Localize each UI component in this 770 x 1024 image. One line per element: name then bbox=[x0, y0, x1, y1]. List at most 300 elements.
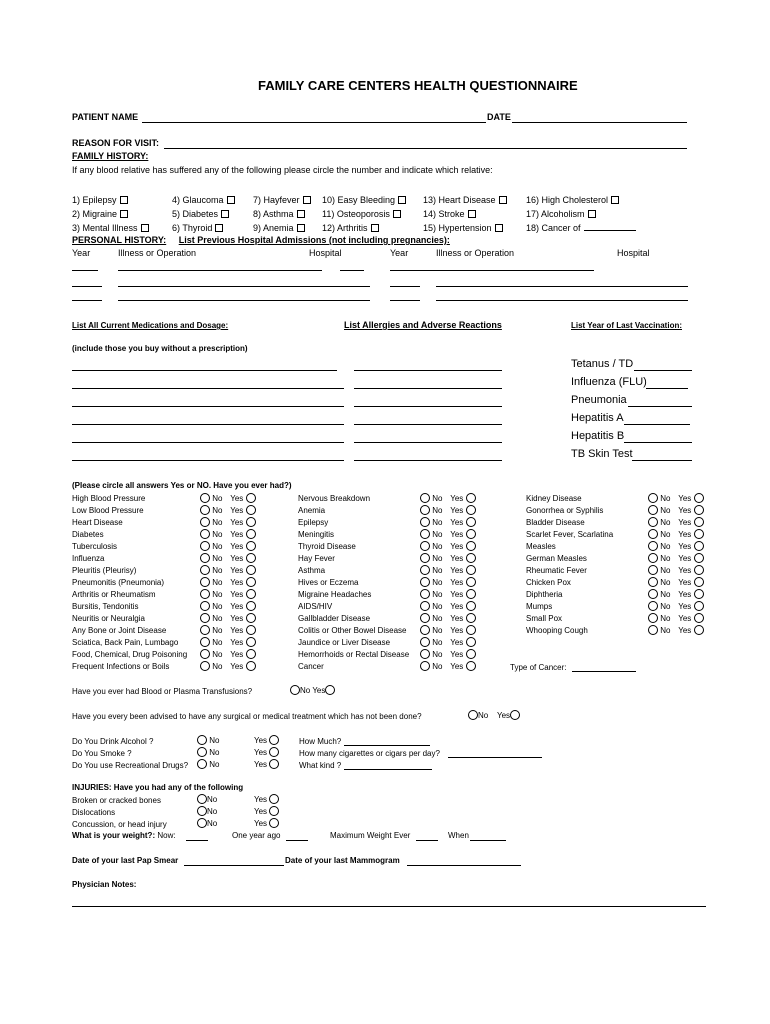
condition-label: Epilepsy bbox=[298, 518, 329, 527]
condition-label: Arthritis or Rheumatism bbox=[72, 590, 156, 599]
what-kind-field[interactable] bbox=[344, 769, 432, 770]
condition-label: Low Blood Pressure bbox=[72, 506, 144, 515]
weight-label: What is your weight?: bbox=[72, 831, 156, 840]
no-label: No bbox=[432, 662, 443, 671]
radio-yes[interactable] bbox=[269, 794, 279, 804]
condition-row bbox=[72, 601, 256, 613]
radio-no[interactable] bbox=[200, 637, 210, 647]
no-label: No bbox=[212, 650, 223, 659]
yes-label: Yes bbox=[678, 578, 692, 587]
admission-field[interactable] bbox=[72, 286, 102, 287]
yes-label: Yes bbox=[450, 578, 464, 587]
radio-no[interactable] bbox=[648, 613, 658, 623]
radio-yes[interactable] bbox=[694, 565, 704, 575]
injury-item: Broken or cracked bones bbox=[72, 796, 161, 805]
radio-no[interactable] bbox=[200, 577, 210, 587]
personal-history-subheading: List Previous Hospital Admissions (not including pregnancies): bbox=[178, 235, 450, 245]
yes-label: Yes bbox=[678, 518, 692, 527]
family-col-5 bbox=[423, 193, 507, 235]
radio-yes[interactable] bbox=[466, 541, 476, 551]
radio-yes[interactable] bbox=[466, 601, 476, 611]
radio-no[interactable] bbox=[648, 577, 658, 587]
weight-now-field[interactable] bbox=[186, 840, 208, 841]
radio-no[interactable] bbox=[648, 625, 658, 635]
checkbox[interactable] bbox=[371, 224, 379, 232]
yes-label: Yes bbox=[230, 530, 244, 539]
radio-no[interactable] bbox=[200, 661, 210, 671]
yes-label: Yes bbox=[678, 602, 692, 611]
weight-max-field[interactable] bbox=[416, 840, 438, 841]
radio-yes[interactable] bbox=[694, 541, 704, 551]
radio-yes[interactable] bbox=[694, 529, 704, 539]
medication-field[interactable] bbox=[72, 406, 344, 407]
radio-no[interactable] bbox=[420, 589, 430, 599]
radio-no[interactable] bbox=[200, 601, 210, 611]
personal-history-label: PERSONAL HISTORY: bbox=[72, 235, 167, 245]
radio-yes[interactable] bbox=[694, 577, 704, 587]
condition-row bbox=[298, 637, 476, 649]
radio-yes[interactable] bbox=[246, 589, 256, 599]
allergy-field[interactable] bbox=[354, 388, 502, 389]
radio-no[interactable] bbox=[200, 541, 210, 551]
physician-notes-label: Physician Notes: bbox=[72, 880, 137, 889]
physician-notes-field[interactable] bbox=[72, 906, 706, 907]
radio-yes[interactable] bbox=[466, 589, 476, 599]
checkbox[interactable] bbox=[468, 210, 476, 218]
condition-row bbox=[526, 553, 704, 565]
radio-yes[interactable] bbox=[694, 505, 704, 515]
personal-history-heading bbox=[72, 235, 450, 245]
no-label: No bbox=[432, 626, 443, 635]
radio-no[interactable] bbox=[420, 541, 430, 551]
yes-label: Yes bbox=[230, 494, 244, 503]
radio-yes[interactable] bbox=[246, 553, 256, 563]
injury-items bbox=[72, 795, 167, 831]
radio-no[interactable] bbox=[420, 565, 430, 575]
yes-label: Yes bbox=[450, 530, 464, 539]
radio-yes[interactable] bbox=[466, 565, 476, 575]
checkbox[interactable] bbox=[588, 210, 596, 218]
radio-yes[interactable] bbox=[246, 637, 256, 647]
admission-field[interactable] bbox=[390, 270, 594, 271]
condition-row bbox=[526, 625, 704, 637]
what-kind-label: What kind ? bbox=[299, 761, 342, 770]
condition-label: Neuritis or Neuralgia bbox=[72, 614, 145, 623]
no-label: No bbox=[212, 614, 223, 623]
radio-yes[interactable] bbox=[694, 601, 704, 611]
yes-label: Yes bbox=[450, 554, 464, 563]
radio-yes[interactable] bbox=[694, 553, 704, 563]
radio-yes[interactable] bbox=[269, 735, 279, 745]
radio-no[interactable] bbox=[197, 806, 207, 816]
radio-no[interactable] bbox=[420, 649, 430, 659]
radio-no[interactable] bbox=[420, 493, 430, 503]
habits-no-column bbox=[197, 735, 219, 771]
admission-field[interactable] bbox=[118, 300, 370, 301]
radio-yes[interactable] bbox=[269, 747, 279, 757]
family-item: 18) Cancer of bbox=[526, 223, 581, 233]
allergy-field[interactable] bbox=[354, 370, 502, 371]
radio-yes[interactable] bbox=[466, 637, 476, 647]
yes-label: Yes bbox=[450, 518, 464, 527]
condition-label: Gonorrhea or Syphilis bbox=[526, 506, 604, 515]
radio-no[interactable] bbox=[420, 625, 430, 635]
medication-field[interactable] bbox=[72, 442, 344, 443]
radio-no[interactable] bbox=[420, 577, 430, 587]
cigarettes-field[interactable] bbox=[448, 757, 542, 758]
condition-row bbox=[72, 541, 256, 553]
advised-question: Have you every been advised to have any surgical or medical treatment which has not been done? bbox=[72, 712, 422, 721]
radio-yes[interactable] bbox=[246, 625, 256, 635]
vaccine-year-field[interactable] bbox=[634, 370, 692, 371]
condition-label: Cancer bbox=[298, 662, 324, 671]
family-item: 2) Migraine bbox=[72, 209, 118, 219]
no-label: No bbox=[212, 590, 223, 599]
yes-label: Yes bbox=[450, 626, 464, 635]
radio-no[interactable] bbox=[197, 759, 207, 769]
cigarettes-label: How many cigarettes or cigars per day? bbox=[299, 749, 440, 758]
radio-no[interactable] bbox=[648, 529, 658, 539]
vaccine-pneumonia bbox=[571, 394, 627, 406]
radio-yes[interactable] bbox=[694, 625, 704, 635]
radio-no[interactable] bbox=[197, 794, 207, 804]
admission-field[interactable] bbox=[72, 300, 102, 301]
vaccine-year-field[interactable] bbox=[632, 460, 692, 461]
condition-label: Anemia bbox=[298, 506, 326, 515]
radio-yes[interactable] bbox=[246, 493, 256, 503]
radio-yes[interactable] bbox=[694, 613, 704, 623]
no-label: No bbox=[660, 614, 671, 623]
radio-no[interactable] bbox=[200, 493, 210, 503]
condition-row bbox=[72, 661, 256, 673]
checkbox[interactable] bbox=[221, 210, 229, 218]
weight-when-field[interactable] bbox=[470, 840, 506, 841]
radio-no[interactable] bbox=[197, 747, 207, 757]
date-label: DATE bbox=[487, 112, 511, 122]
radio-yes[interactable] bbox=[246, 649, 256, 659]
medication-field[interactable] bbox=[72, 460, 344, 461]
condition-row bbox=[526, 493, 704, 505]
vaccine-year-field[interactable] bbox=[624, 424, 690, 425]
radio-yes[interactable] bbox=[246, 541, 256, 551]
admission-field[interactable] bbox=[390, 286, 420, 287]
smoke-question: Do You Smoke ? bbox=[72, 749, 132, 758]
condition-row bbox=[526, 577, 704, 589]
col-header-hospital-2: Hospital bbox=[617, 248, 650, 258]
condition-row bbox=[72, 577, 256, 589]
no-label: No bbox=[432, 578, 443, 587]
radio-no[interactable] bbox=[197, 818, 207, 828]
radio-no[interactable] bbox=[468, 710, 478, 720]
condition-label: Food, Chemical, Drug Poisoning bbox=[72, 650, 188, 659]
condition-label: Chicken Pox bbox=[526, 578, 571, 587]
no-label: No bbox=[660, 518, 671, 527]
admission-field[interactable] bbox=[118, 286, 370, 287]
condition-label: Mumps bbox=[526, 602, 553, 611]
checkbox[interactable] bbox=[215, 224, 223, 232]
cancer-of-field[interactable] bbox=[584, 222, 636, 231]
weight-when-label: When bbox=[448, 831, 469, 840]
patient-name-field[interactable] bbox=[142, 122, 486, 123]
checkbox[interactable] bbox=[227, 196, 235, 204]
vaccine-year-field[interactable] bbox=[646, 388, 688, 389]
radio-yes[interactable] bbox=[466, 517, 476, 527]
family-item: 7) Hayfever bbox=[253, 195, 300, 205]
allergies-heading: List Allergies and Adverse Reactions bbox=[344, 320, 502, 330]
condition-label: Sciatica, Back Pain, Lumbago bbox=[72, 638, 179, 647]
condition-row bbox=[72, 505, 256, 517]
yes-label: Yes bbox=[230, 638, 244, 647]
no-label: No bbox=[212, 542, 223, 551]
yes-label: Yes bbox=[254, 760, 268, 769]
family-item: 6) Thyroid bbox=[172, 223, 213, 233]
admission-field[interactable] bbox=[118, 270, 322, 271]
admission-field[interactable] bbox=[436, 286, 688, 287]
radio-no[interactable] bbox=[200, 625, 210, 635]
radio-no[interactable] bbox=[290, 685, 300, 695]
vaccine-label: Tetanus / TD bbox=[571, 358, 634, 370]
radio-yes[interactable] bbox=[246, 517, 256, 527]
radio-yes[interactable] bbox=[466, 577, 476, 587]
radio-no[interactable] bbox=[648, 553, 658, 563]
radio-no[interactable] bbox=[648, 565, 658, 575]
pap-smear-field[interactable] bbox=[184, 865, 284, 866]
radio-yes[interactable] bbox=[466, 493, 476, 503]
yes-label: Yes bbox=[450, 614, 464, 623]
radio-yes[interactable] bbox=[246, 661, 256, 671]
injury-item: Dislocations bbox=[72, 808, 116, 817]
condition-row bbox=[298, 613, 476, 625]
radio-yes[interactable] bbox=[510, 710, 520, 720]
radio-yes[interactable] bbox=[466, 625, 476, 635]
vaccine-influenza bbox=[571, 376, 647, 388]
radio-yes[interactable] bbox=[694, 493, 704, 503]
date-field[interactable] bbox=[512, 122, 687, 123]
checkbox[interactable] bbox=[303, 196, 311, 204]
medication-field[interactable] bbox=[72, 388, 344, 389]
conditions-col-1 bbox=[72, 493, 256, 673]
allergy-field[interactable] bbox=[354, 406, 502, 407]
how-much-field[interactable] bbox=[344, 745, 430, 746]
conditions-heading: (Please circle all answers Yes or NO. Have you ever had?) bbox=[72, 481, 292, 490]
yes-label: Yes bbox=[450, 602, 464, 611]
condition-row bbox=[526, 565, 704, 577]
admission-field[interactable] bbox=[390, 300, 420, 301]
radio-no[interactable] bbox=[420, 529, 430, 539]
radio-no[interactable] bbox=[420, 661, 430, 671]
condition-row bbox=[298, 625, 476, 637]
condition-label: Kidney Disease bbox=[526, 494, 582, 503]
radio-yes[interactable] bbox=[246, 505, 256, 515]
condition-label: Pneumonitis (Pneumonia) bbox=[72, 578, 165, 587]
no-label: No bbox=[660, 626, 671, 635]
weight-row: What is your weight?: Now: bbox=[72, 831, 176, 840]
radio-no[interactable] bbox=[648, 541, 658, 551]
yes-label: Yes bbox=[254, 795, 268, 804]
pap-smear-label: Date of your last Pap Smear bbox=[72, 856, 179, 865]
radio-yes[interactable] bbox=[466, 661, 476, 671]
vaccine-year-field[interactable] bbox=[624, 442, 692, 443]
col-header-year: Year bbox=[72, 248, 91, 258]
family-item: 5) Diabetes bbox=[172, 209, 219, 219]
mammogram-label: Date of your last Mammogram bbox=[285, 856, 400, 865]
condition-row bbox=[526, 589, 704, 601]
radio-no[interactable] bbox=[200, 529, 210, 539]
no-label: No bbox=[432, 506, 443, 515]
checkbox[interactable] bbox=[611, 196, 619, 204]
radio-yes[interactable] bbox=[466, 613, 476, 623]
injury-item: Concussion, or head injury bbox=[72, 820, 167, 829]
radio-yes[interactable] bbox=[466, 553, 476, 563]
yes-label: Yes bbox=[450, 506, 464, 515]
family-item: 4) Glaucoma bbox=[172, 195, 224, 205]
condition-label: Diphtheria bbox=[526, 590, 563, 599]
radio-yes[interactable] bbox=[269, 806, 279, 816]
radio-no[interactable] bbox=[420, 613, 430, 623]
medications-note: (include those you buy without a prescription) bbox=[72, 344, 248, 353]
radio-no[interactable] bbox=[420, 637, 430, 647]
checkbox[interactable] bbox=[297, 224, 305, 232]
family-col-1 bbox=[72, 193, 149, 235]
yes-label: Yes bbox=[450, 638, 464, 647]
checkbox[interactable] bbox=[393, 210, 401, 218]
radio-yes[interactable] bbox=[466, 505, 476, 515]
condition-label: Scarlet Fever, Scarlatina bbox=[526, 530, 614, 539]
checkbox[interactable] bbox=[120, 196, 128, 204]
checkbox[interactable] bbox=[398, 196, 406, 204]
no-label: No bbox=[660, 554, 671, 563]
radio-yes[interactable] bbox=[325, 685, 335, 695]
radio-no[interactable] bbox=[648, 493, 658, 503]
condition-row bbox=[298, 601, 476, 613]
habits-followups bbox=[299, 736, 440, 772]
yes-label: Yes bbox=[450, 662, 464, 671]
admission-field[interactable] bbox=[340, 270, 364, 271]
family-col-4 bbox=[322, 193, 406, 235]
condition-row bbox=[72, 565, 256, 577]
family-item: 9) Anemia bbox=[253, 223, 294, 233]
advised-answer bbox=[468, 710, 520, 720]
radio-no[interactable] bbox=[200, 505, 210, 515]
radio-yes[interactable] bbox=[246, 577, 256, 587]
radio-no[interactable] bbox=[200, 649, 210, 659]
condition-row bbox=[72, 589, 256, 601]
radio-yes[interactable] bbox=[246, 529, 256, 539]
transfusion-answer bbox=[290, 685, 335, 695]
habits-yes-column bbox=[254, 735, 279, 771]
radio-no[interactable] bbox=[420, 505, 430, 515]
allergy-field[interactable] bbox=[354, 424, 502, 425]
radio-yes[interactable] bbox=[694, 517, 704, 527]
alcohol-question: Do You Drink Alcohol ? bbox=[72, 737, 154, 746]
yes-label: Yes bbox=[230, 578, 244, 587]
radio-yes[interactable] bbox=[694, 589, 704, 599]
radio-no[interactable] bbox=[648, 589, 658, 599]
injury-yes-column bbox=[254, 794, 279, 830]
vaccine-label: Pneumonia bbox=[571, 394, 627, 406]
admission-field[interactable] bbox=[436, 300, 688, 301]
transfusion-question: Have you ever had Blood or Plasma Transfusions? bbox=[72, 687, 253, 696]
condition-row bbox=[298, 505, 476, 517]
reason-label: REASON FOR VISIT: bbox=[72, 138, 160, 148]
condition-row bbox=[72, 613, 256, 625]
condition-label: Migraine Headaches bbox=[298, 590, 372, 599]
yes-label: Yes bbox=[254, 736, 268, 745]
radio-no[interactable] bbox=[200, 589, 210, 599]
radio-yes[interactable] bbox=[269, 818, 279, 828]
no-label: No bbox=[660, 530, 671, 539]
medication-field[interactable] bbox=[72, 424, 344, 425]
condition-label: Heart Disease bbox=[72, 518, 123, 527]
radio-no[interactable] bbox=[420, 553, 430, 563]
family-item: 15) Hypertension bbox=[423, 223, 492, 233]
radio-no[interactable] bbox=[420, 601, 430, 611]
radio-no[interactable] bbox=[200, 517, 210, 527]
no-label: No bbox=[660, 494, 671, 503]
checkbox[interactable] bbox=[297, 210, 305, 218]
yes-label: Yes bbox=[230, 518, 244, 527]
admission-field[interactable] bbox=[72, 270, 98, 271]
vaccine-year-field[interactable] bbox=[628, 406, 692, 407]
no-label: No bbox=[212, 494, 223, 503]
reason-field[interactable] bbox=[164, 148, 687, 149]
radio-yes[interactable] bbox=[246, 613, 256, 623]
radio-no[interactable] bbox=[197, 735, 207, 745]
radio-yes[interactable] bbox=[466, 649, 476, 659]
vaccine-tb-skin-test bbox=[571, 448, 633, 460]
no-label: No bbox=[212, 554, 223, 563]
yes-label: Yes bbox=[230, 554, 244, 563]
no-label: No bbox=[207, 819, 218, 828]
allergy-field[interactable] bbox=[354, 460, 502, 461]
vaccine-label: Influenza (FLU) bbox=[571, 376, 647, 388]
checkbox[interactable] bbox=[141, 224, 149, 232]
yes-label: Yes bbox=[450, 566, 464, 575]
weight-one-year-field[interactable] bbox=[286, 840, 308, 841]
radio-yes[interactable] bbox=[246, 601, 256, 611]
mammogram-field[interactable] bbox=[407, 865, 521, 866]
family-item: 17) Alcoholism bbox=[526, 209, 585, 219]
radio-no[interactable] bbox=[200, 553, 210, 563]
radio-no[interactable] bbox=[648, 601, 658, 611]
radio-no[interactable] bbox=[200, 613, 210, 623]
vaccine-hepatitis-a bbox=[571, 412, 624, 424]
yes-label: Yes bbox=[678, 614, 692, 623]
checkbox[interactable] bbox=[499, 196, 507, 204]
checkbox[interactable] bbox=[495, 224, 503, 232]
radio-no[interactable] bbox=[420, 517, 430, 527]
no-label: No bbox=[660, 590, 671, 599]
radio-yes[interactable] bbox=[269, 759, 279, 769]
yes-label: Yes bbox=[678, 554, 692, 563]
radio-no[interactable] bbox=[648, 505, 658, 515]
condition-row bbox=[72, 649, 256, 661]
no-label: No bbox=[478, 711, 489, 720]
condition-label: Frequent Infections or Boils bbox=[72, 662, 170, 671]
yes-label: Yes bbox=[678, 566, 692, 575]
cancer-type-field[interactable] bbox=[572, 671, 636, 672]
condition-row bbox=[526, 517, 704, 529]
checkbox[interactable] bbox=[120, 210, 128, 218]
radio-yes[interactable] bbox=[246, 565, 256, 575]
condition-row bbox=[298, 565, 476, 577]
allergy-field[interactable] bbox=[354, 442, 502, 443]
radio-yes[interactable] bbox=[466, 529, 476, 539]
condition-row bbox=[298, 541, 476, 553]
radio-no[interactable] bbox=[648, 517, 658, 527]
medication-field[interactable] bbox=[72, 370, 337, 371]
radio-no[interactable] bbox=[200, 565, 210, 575]
